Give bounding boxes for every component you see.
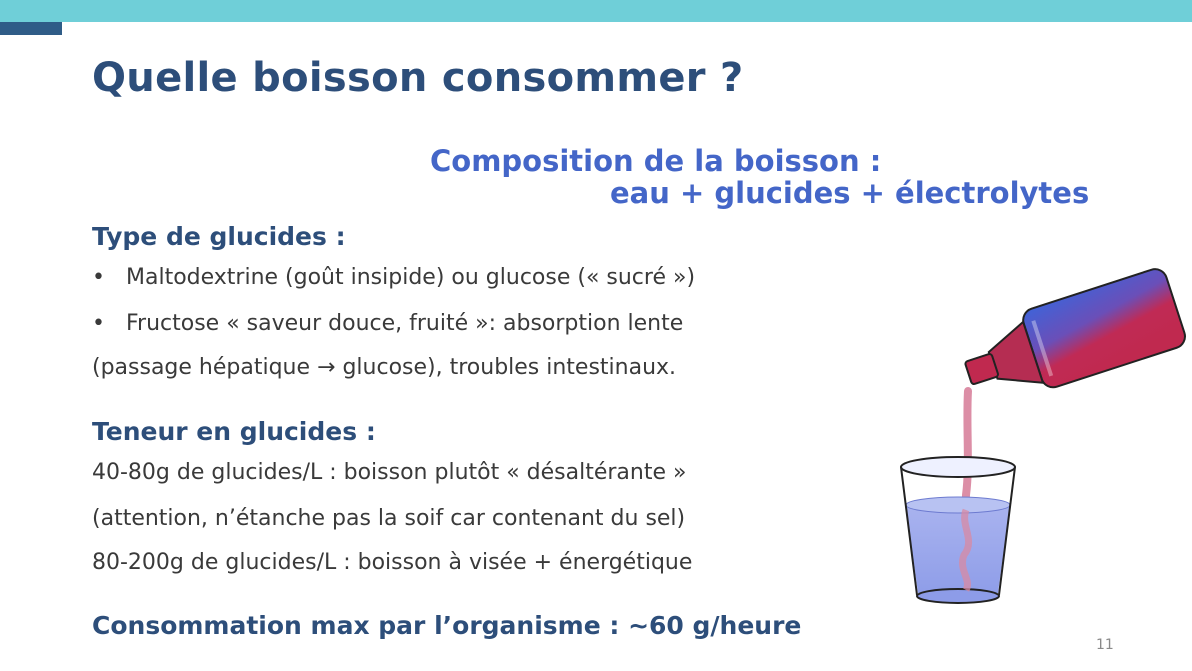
bullet-item — [92, 311, 683, 336]
teneur-line: 80-200g de glucides/L : boisson à visée + énergétique — [92, 550, 693, 575]
bullet-text: Maltodextrine (goût insipide) ou glucose (« sucré ») — [126, 265, 696, 290]
bullet-item — [92, 265, 695, 290]
type-glucides-heading: Type de glucides : — [92, 222, 346, 251]
page-number: 11 — [1096, 637, 1114, 653]
consommation-max: Consommation max par l’organisme : ~60 g/heure — [92, 611, 802, 640]
bullet-text: Fructose « saveur douce, fruité »: absorption lente — [126, 311, 684, 336]
teneur-heading: Teneur en glucides : — [92, 417, 376, 446]
slide-title: Quelle boisson consommer ? — [92, 55, 744, 101]
bottle-pouring-into-glass-icon — [880, 255, 1190, 615]
composition-heading: Composition de la boisson : — [430, 144, 882, 178]
bottle — [955, 266, 1188, 411]
glass — [901, 457, 1015, 603]
top-accent-bar — [0, 22, 62, 35]
top-banner — [0, 0, 1192, 22]
composition-formula: eau + glucides + électrolytes — [610, 176, 1090, 210]
teneur-line: (attention, n’étanche pas la soif car contenant du sel) — [92, 506, 686, 531]
bullet-marker: • — [92, 265, 105, 290]
bullet-continuation: (passage hépatique → glucose), troubles intestinaux. — [92, 355, 677, 380]
teneur-line: 40-80g de glucides/L : boisson plutôt « désaltérante » — [92, 460, 687, 485]
bullet-marker: • — [92, 311, 105, 336]
